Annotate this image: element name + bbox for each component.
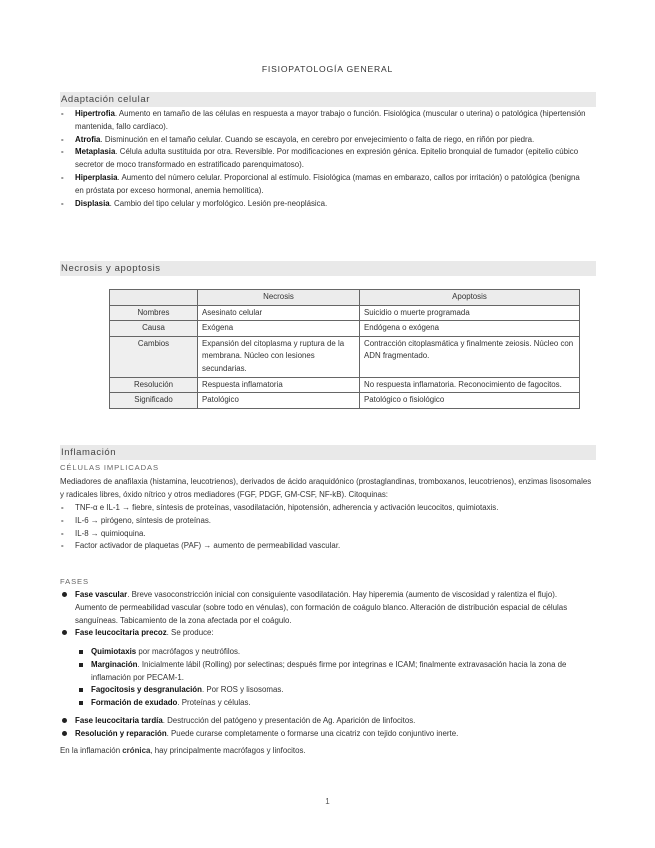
row-label: Causa <box>110 321 198 337</box>
list-item: - Metaplasia. Célula adulta sustituida por otra. Reversible. Por modificaciones en expresión génica. Epitelio bronquial de fumador (epitelio cúbico secretor de moco transformado en estratificado parenquimatoso). <box>61 147 579 170</box>
item-text: . Destrucción del patógeno y presentación de Ag. Aparición de linfocitos. <box>162 716 416 725</box>
page-number: 1 <box>325 797 330 806</box>
table-row <box>110 305 580 321</box>
item-text: IL-8 → quimioquina. <box>75 528 146 538</box>
fases-list-cont <box>60 715 590 741</box>
item-text: . Se produce: <box>166 628 214 638</box>
table-cell: Endógena o exógena <box>360 321 580 337</box>
table-cell: Contracción citoplasmática y finalmente zeiosis. Núcleo con ADN fragmentado. <box>360 336 580 377</box>
section-header-necrosis: Necrosis y apoptosis <box>60 261 596 276</box>
table-header-cell <box>110 290 198 306</box>
item-text: . Aumento del número celular. Proporcional al estímulo. Fisiológica (mamas en embarazo, callos por irritación) o patológica (benigna en próstata por exceso hormonal, anemia hemolítica). <box>75 172 580 195</box>
term-hiperplasia: Hiperplasia <box>75 172 118 182</box>
cronica-pre: En la inflamación <box>60 746 123 755</box>
bullet-icon <box>62 630 67 635</box>
table-cell: Patológico o fisiológico <box>360 393 580 409</box>
item-text: . Disminución en el tamaño celular. Cuando se escayola, en cerebro por envejecimiento o falta de riego, en riñón por piedra. <box>100 134 535 144</box>
table-cell: No respuesta inflamatoria. Reconocimiento de fagocitos. <box>360 377 580 393</box>
table-row <box>110 336 580 377</box>
term-fase-tardia: Fase leucocitaria tardía <box>75 716 163 725</box>
item-text: . Célula adulta sustituida por otra. Reversible. Por modificaciones en expresión génica. Epitelio bronquial de fumador (epitelio cúbico secretor de moco transformado en estratificado parenquimatoso). <box>75 147 579 170</box>
cronica-post: , hay principalmente macrófagos y linfocitos. <box>150 746 306 755</box>
table-cell: Patológico <box>198 393 360 409</box>
bullet-icon <box>62 592 67 597</box>
table-header-row <box>110 290 580 306</box>
citoquinas-list <box>60 502 590 553</box>
subheading-fases: FASES <box>60 577 89 586</box>
celulas-paragraph: Mediadores de anafilaxia (histamina, leucotrienos), derivados de ácido araquidónico (prostaglandinas, tromboxanos, leucotrienos), enzimas lisosomales y radicales libres, óxido nítrico y otros mediadores (FGF, PDGF, GM-CSF, NF-kB). Citoquinas: <box>60 477 592 499</box>
square-bullet-icon <box>79 701 83 705</box>
list-item <box>76 659 590 685</box>
list-item <box>60 589 590 627</box>
item-text: Factor activador de plaquetas (PAF) → aumento de permeabilidad vascular. <box>75 541 341 551</box>
fases-list <box>60 589 590 640</box>
table-row <box>110 377 580 393</box>
table-header-cell: Apoptosis <box>360 290 580 306</box>
list-item <box>76 646 590 659</box>
table-cell: Expansión del citoplasma y ruptura de la membrana. Núcleo con lesiones secundarias. <box>198 336 360 377</box>
cronica-paragraph <box>60 745 592 758</box>
item-text: . Puede curarse completamente o formarse una cicatriz con tejido conjuntivo inerte. <box>166 728 459 738</box>
term-quimiotaxis: Quimiotaxis <box>91 647 137 656</box>
subheading-celulas: CÉLULAS IMPLICADAS <box>60 463 159 472</box>
term-displasia: Displasia <box>75 198 110 208</box>
term-fase-vascular: Fase vascular <box>75 590 128 599</box>
list-item: - IL-6 → pirógeno, síntesis de proteínas. <box>61 515 211 525</box>
list-item: - Atrofia. Disminución en el tamaño celular. Cuando se escayola, en cerebro por envejecimiento o falta de riego, en riñón por piedra. <box>61 134 535 144</box>
list-item: - Hipertrofia. Aumento en tamaño de las células en respuesta a mayor trabajo o función. Fisiológica (muscular o uterina) o patológica (hipertensión mantenida, fallo cardíaco). <box>61 109 586 131</box>
term-marginacion: Marginación <box>91 659 138 669</box>
square-bullet-icon <box>79 663 83 667</box>
term-resolucion: Resolución y reparación <box>75 728 167 738</box>
bullet-icon <box>62 718 67 723</box>
item-text: . Breve vasoconstricción inicial con consiguiente vasodilatación. Hay hiperemia (aumento de viscosidad y ralentiza el flujo). Aumento de permeabilidad vascular (sobre todo en vénulas), con formación de coágulo blanco. Alteración de distribución espacial de células sanguíneas. Tabicamiento de la zona afectada por el coágulo. <box>75 590 568 625</box>
fase-precoz-sublist <box>76 646 590 710</box>
table-cell: Suicidio o muerte programada <box>360 305 580 321</box>
row-label: Significado <box>110 393 198 409</box>
list-item: - Factor activador de plaquetas (PAF) → aumento de permeabilidad vascular. <box>61 541 341 551</box>
item-text: TNF-α e IL-1 → fiebre, síntesis de proteínas, vasodilatación, hipotensión, adherencia y activación leucocitos, quimiotaxis. <box>75 503 499 512</box>
table-row <box>110 393 580 409</box>
item-text: por macrófagos y neutrófilos. <box>136 647 241 656</box>
adaptacion-list <box>60 108 590 210</box>
item-text: IL-6 → pirógeno, síntesis de proteínas. <box>75 515 211 525</box>
list-item <box>76 684 590 697</box>
list-item <box>60 715 590 728</box>
table-cell: Asesinato celular <box>198 305 360 321</box>
row-label: Resolución <box>110 377 198 393</box>
square-bullet-icon <box>79 650 83 654</box>
list-item <box>76 697 590 710</box>
row-label: Nombres <box>110 305 198 321</box>
table-cell: Exógena <box>198 321 360 337</box>
term-fase-precoz: Fase leucocitaria precoz <box>75 628 167 638</box>
section-header-adaptacion: Adaptación celular <box>60 92 596 107</box>
term-atrofia: Atrofia <box>75 134 101 144</box>
table-row <box>110 321 580 337</box>
table-cell: Respuesta inflamatoria <box>198 377 360 393</box>
term-hipertrofia: Hipertrofia <box>75 109 115 118</box>
list-item: - TNF-α e IL-1 → fiebre, síntesis de proteínas, vasodilatación, hipotensión, adherencia y activación leucocitos, quimiotaxis. <box>61 503 499 512</box>
item-text: . Cambio del tipo celular y morfológico. Lesión pre-neoplásica. <box>109 198 328 208</box>
item-text: . Inicialmente lábil (Rolling) por selectinas; después firme por integrinas e ICAM; finalmente extravasación hacia la zona de inflamación por PECAM-1. <box>91 659 567 682</box>
term-metaplasia: Metaplasia <box>75 147 116 157</box>
term-fagocitosis: Fagocitosis y desgranulación <box>91 685 202 695</box>
list-item <box>60 627 590 640</box>
list-item: - IL-8 → quimioquina. <box>61 528 146 538</box>
list-item <box>60 728 590 741</box>
item-text: . Aumento en tamaño de las células en respuesta a mayor trabajo o función. Fisiológica (muscular o uterina) o patológica (hipertensión mantenida, fallo cardíaco). <box>75 109 586 131</box>
term-cronica: crónica <box>122 746 151 755</box>
section-header-inflamacion: Inflamación <box>60 445 596 460</box>
table-header-cell: Necrosis <box>198 290 360 306</box>
square-bullet-icon <box>79 688 83 692</box>
list-item: - Displasia. Cambio del tipo celular y morfológico. Lesión pre-neoplásica. <box>61 198 328 208</box>
list-item: - Hiperplasia. Aumento del número celular. Proporcional al estímulo. Fisiológica (mamas en embarazo, callos por irritación) o patológica (benigna en próstata por exceso hormonal, anemia hemolítica). <box>61 172 580 195</box>
row-label: Cambios <box>110 336 198 377</box>
page-title: FISIOPATOLOGÍA GENERAL <box>261 64 394 74</box>
bullet-icon <box>62 731 67 736</box>
term-exudado: Formación de exudado <box>91 698 178 708</box>
item-text: . Proteínas y células. <box>177 698 251 708</box>
necrosis-apoptosis-table <box>109 289 580 409</box>
item-text: . Por ROS y lisosomas. <box>201 685 284 695</box>
